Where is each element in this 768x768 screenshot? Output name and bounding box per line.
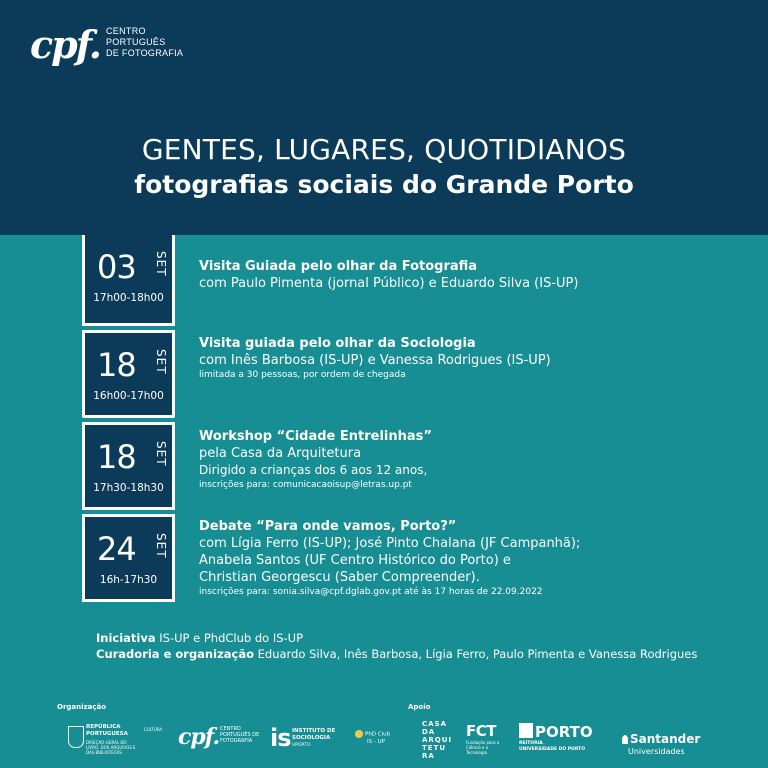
event-note: limitada a 30 pessoas, por ordem de chegada	[199, 370, 406, 380]
event-title: Debate “Para onde vamos, Porto?”	[199, 519, 457, 534]
curation-label: Curadoria e organização	[96, 647, 254, 661]
date-badge	[82, 422, 175, 510]
page-subtitle: fotografias sociais do Grande Porto	[134, 170, 634, 199]
event-note: inscrições para: comunicacaoisup@letras.up.pt	[199, 480, 412, 490]
event-entry	[199, 428, 759, 492]
uporto-mark: PORTO	[535, 723, 593, 741]
curation-value: Eduardo Silva, Inês Barbosa, Lígia Ferro, Paulo Pimenta e Vanessa Rodrigues	[254, 647, 698, 661]
initiative-label: Iniciativa	[96, 631, 156, 645]
initiative-line	[96, 630, 756, 646]
event-line: pela Casa da Arquitetura	[199, 446, 362, 461]
badge-day: 24	[97, 530, 136, 568]
event-line: com Paulo Pimenta (jornal Público) e Eduardo Silva (IS-UP)	[199, 276, 579, 291]
badge-time: 16h00-17h00	[93, 390, 164, 402]
credits	[96, 630, 756, 662]
santander-mark-wrap	[622, 732, 700, 746]
uporto-text1: REITORIA	[519, 741, 543, 746]
apoio-label: Apoio	[408, 703, 431, 711]
event-title: Visita guiada pelo olhar da Sociologia	[199, 336, 476, 351]
event-title: Workshop “Cidade Entrelinhas”	[199, 429, 432, 444]
cpf-footer-logo	[178, 724, 260, 750]
casa-arquitetura-logo: CASA DA ARQUI TETU RA	[422, 720, 453, 760]
cpf-logo-mark: cpf.	[30, 22, 100, 67]
event-title: Visita Guiada pelo olhar da Fotografia	[199, 259, 478, 274]
event-line: Christian Georgescu (Saber Compreender).	[199, 570, 480, 585]
is-text-block	[292, 728, 352, 749]
organizacao-label: Organização	[57, 703, 106, 711]
cpf-logo-line: CENTRO	[106, 26, 146, 36]
event-line: com Lígia Ferro (IS-UP); José Pinto Chalana (JF Campanhã);	[199, 536, 581, 551]
cpf-logo-text	[106, 26, 216, 59]
cpf-logo-line: PORTUGUÊS	[106, 37, 166, 47]
phd-sub: IS - UP	[367, 738, 385, 745]
cpf-footer-mark: cpf.	[178, 724, 220, 750]
header-band	[0, 0, 768, 235]
badge-month: SET	[154, 441, 168, 467]
date-badge	[82, 330, 175, 418]
badge-day: 03	[97, 248, 136, 286]
uporto-text2: UNIVERSIDADE DO PORTO	[519, 747, 586, 752]
uporto-square-icon	[519, 723, 533, 738]
badge-month: SET	[154, 349, 168, 375]
phd-club-logo	[355, 730, 390, 746]
uporto-logo	[519, 723, 593, 753]
page-title: GENTES, LUGARES, QUOTIDIANOS	[141, 133, 627, 166]
curation-line	[96, 646, 756, 662]
event-line: Anabela Santos (UF Centro Histórico do Porto) e	[199, 553, 511, 568]
phd-club-icon	[355, 730, 363, 738]
initiative-value: IS-UP e PhdClub do IS-UP	[155, 631, 304, 645]
instituto-sociologia-logo	[270, 724, 336, 752]
santander-sub: Universidades	[628, 747, 685, 756]
badge-time: 17h30-18h30	[93, 482, 164, 494]
date-badge	[82, 514, 175, 602]
santander-logo	[622, 728, 700, 756]
fct-logo	[466, 722, 506, 755]
is-name: INSTITUTO DE SOCIOLOGIA	[292, 728, 336, 741]
uporto-mark-wrap	[519, 723, 593, 741]
cpf-footer-text: CENTRO PORTUGUÊS DE FOTOGRAFIA	[220, 726, 260, 744]
flame-icon	[622, 735, 628, 744]
event-line: com Inês Barbosa (IS-UP) e Vanessa Rodrigues (IS-UP)	[199, 353, 551, 368]
event-line: Dirigido a crianças dos 6 aos 12 anos,	[199, 463, 428, 477]
badge-day: 18	[97, 438, 136, 476]
badge-month: SET	[154, 533, 168, 559]
badge-time: 16h-17h30	[99, 574, 158, 586]
event-entry	[199, 518, 759, 599]
event-note: inscrições para: sonia.silva@cpf.dglab.gov.pt até às 17 horas de 22.09.2022	[199, 587, 543, 597]
rep-title: REPÚBLICA PORTUGUESA	[86, 724, 128, 737]
badge-time: 17h00-18h00	[93, 292, 164, 304]
date-badge	[82, 235, 175, 326]
rep-subtitle: DIREÇÃO-GERAL DO LIVRO, DOS ARQUIVOS E DAS BIBLIOTECAS	[86, 740, 136, 755]
fct-text: Fundação para a Ciência e a Tecnologia	[466, 740, 500, 755]
fct-mark: FCT	[466, 722, 496, 740]
badge-month: SET	[154, 251, 168, 277]
republica-portuguesa-logo	[68, 722, 163, 756]
santander-mark: Santander	[630, 732, 701, 746]
event-entry	[199, 335, 759, 382]
is-mark: is	[270, 724, 291, 752]
event-entry	[199, 258, 759, 292]
cpf-logo-line: DE FOTOGRAFIA	[106, 48, 184, 58]
phd-name: PhD Club	[365, 731, 391, 738]
badge-day: 18	[97, 346, 136, 384]
rep-side: CULTURA	[144, 727, 163, 732]
shield-icon	[68, 726, 84, 748]
is-sub: UPORTO	[292, 743, 311, 748]
